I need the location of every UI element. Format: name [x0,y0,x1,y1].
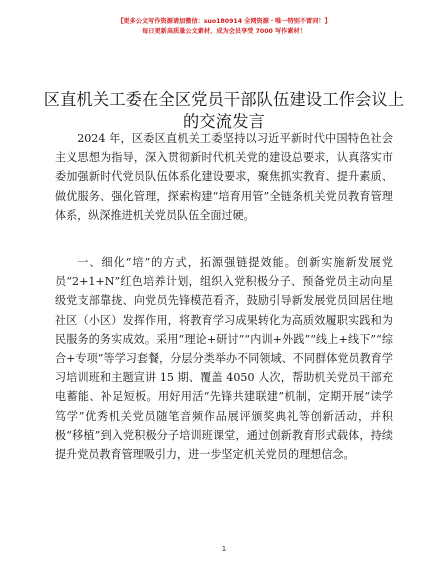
promo-line-1: 【更多公文写作资源请加微信：suo180914 全网资源・唯一特别不雷同！】 [117,18,331,25]
paragraph-text: 2024 年，区委区直机关工委坚持以习近平新时代中国特色社会主义思想为指导，深入贯彻新时代机关党的建设总要求，认真落实市委加强新时代党员队伍体系化建设要求，聚焦抓实教育、提升素质、做优服务、强化管理，探索构建“培育用管”全链条机关党员教育管理体系，纵深推进机关党员队伍全面过硬。 [55,132,393,222]
paragraph-text: 一、细化“培”的方式，拓源强链提效能。创新实施新发展党员“2+1+N”红色培养计划，组织入党积极分子、预备党员主动向星级党支部靠拢、向党员先锋模范看齐，鼓励引导新发展党员回居住地社区（小区）发挥作用，将教育学习成果转化为高质效履职实践和为民服务的务实成效。采用“理论+研讨”“内训+外践”“线上+线下”“综合+专项”等学习套餐，分层分类举办不同领域、不同群体党员教育学习培训班和主题宣讲 15 期、覆盖 4050 人次，帮助机关党员干部充电蓄能、补足短板。用好用活“先锋共建联建”机制，定期开展“读学笃学”优秀机关党员随笔音频作品展评颁奖典礼等创新活动，并积极“移植”到入党积极分子培训班课堂，通过创新教育形式载体，持续提升党员教育管理吸引力，进一步坚定机关党员的理想信念。 [55,256,393,462]
promo-banner [0,17,448,36]
document-title: 区直机关工委在全区党员干部队伍建设工作会议上的交流发言 [43,89,405,131]
body-paragraph-2 [55,253,393,464]
page-number: 1 [221,545,227,553]
body-paragraph-1 [55,129,393,225]
promo-line-2: 每日更新高质量公文素材，成为会员享受 7000 写作素材！ [142,28,306,35]
